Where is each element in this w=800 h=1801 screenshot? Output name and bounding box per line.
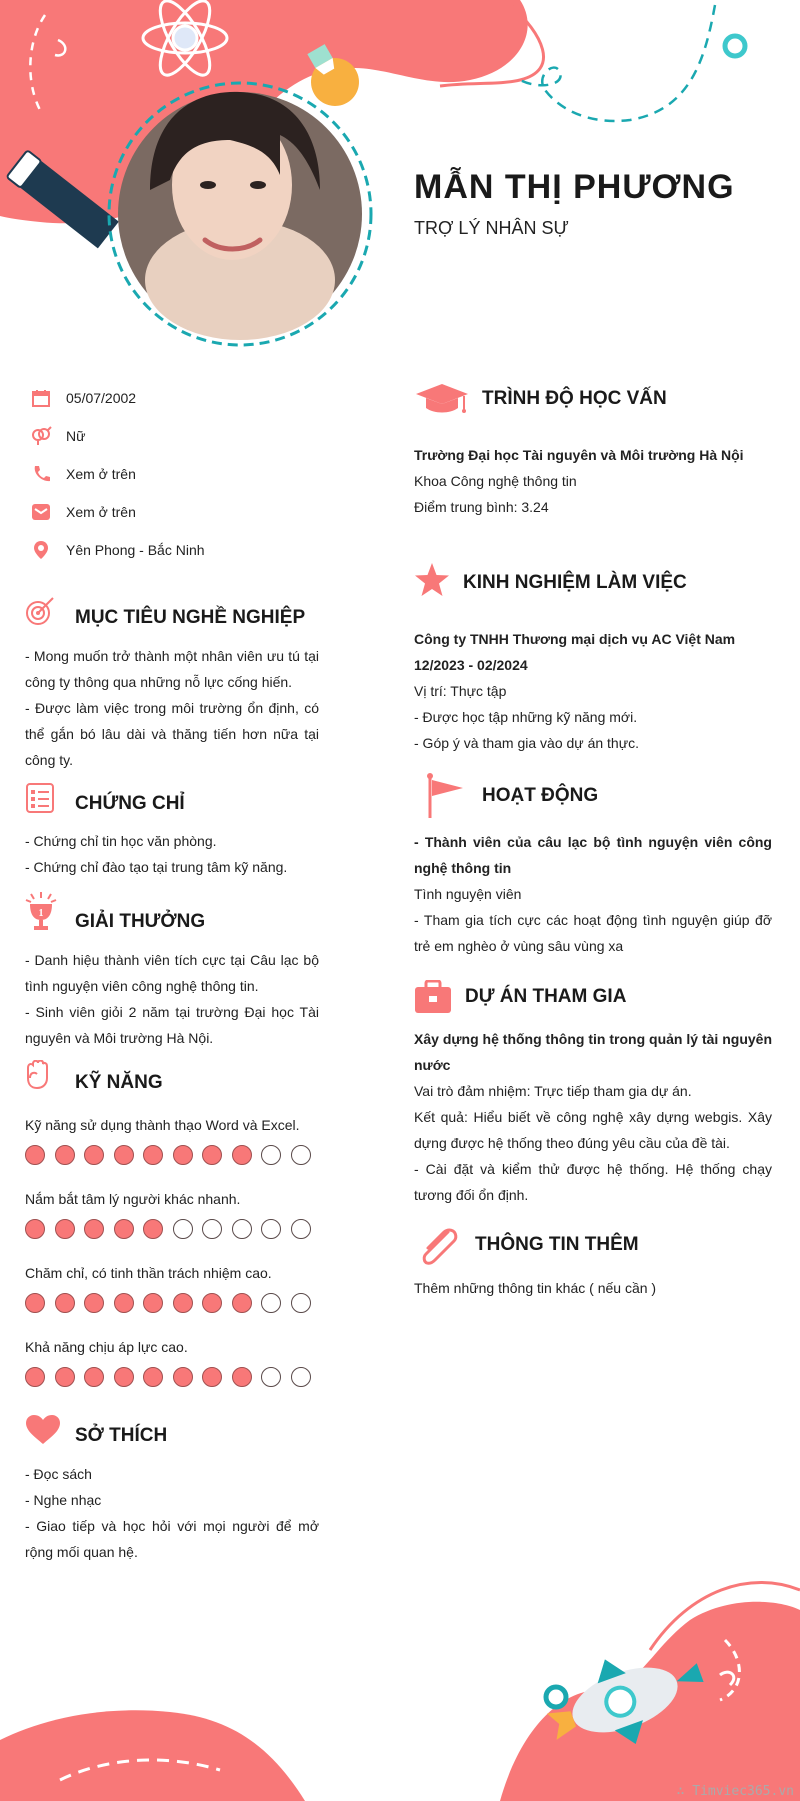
rating-dot-filled [114,1145,134,1165]
contact-phone: Xem ở trên [30,462,136,486]
awards-title: GIẢI THƯỞNG [75,911,206,932]
skill-label: Kỹ năng sử dụng thành thạo Word và Excel. [25,1117,300,1133]
rating-dot-filled [173,1293,193,1313]
additional-title: THÔNG TIN THÊM [475,1234,639,1255]
skill-label: Khả năng chịu áp lực cao. [25,1339,188,1355]
hobby-item: - Nghe nhạc [25,1492,102,1508]
rating-dot-filled [25,1293,45,1313]
paperclip-icon [418,1226,460,1273]
rating-dot-filled [143,1367,163,1387]
rating-dot-filled [143,1145,163,1165]
rating-dot-filled [202,1293,222,1313]
skill-rating [25,1219,320,1239]
hobbies-list [25,1461,319,1565]
rating-dot-empty [291,1145,311,1165]
activities-details [414,829,772,959]
rating-dot-empty [261,1367,281,1387]
hobbies-title: SỞ THÍCH [75,1425,168,1446]
certificates-title: CHỨNG CHỈ [75,793,185,814]
rating-dot-filled [202,1145,222,1165]
award-item: - Danh hiệu thành viên tích cực tại Câu lạc bộ tình nguyện viên công nghệ thông tin. [25,952,319,994]
project-role: Vai trò đảm nhiệm: Trực tiếp tham gia dự án. [414,1083,692,1099]
rating-dot-empty [261,1293,281,1313]
rating-dot-filled [114,1367,134,1387]
rating-dot-filled [55,1293,75,1313]
gender-icon [30,425,52,447]
certificate-item: - Chứng chỉ tin học văn phòng. [25,833,217,849]
rating-dot-empty [232,1219,252,1239]
certificate-item: - Chứng chỉ đào tạo tại trung tâm kỹ năng. [25,859,288,875]
activity-org: - Thành viên của câu lạc bộ tình nguyện viên công nghệ thông tin [414,834,772,876]
activities-title: HOẠT ĐỘNG [482,785,599,806]
certificates-list [25,828,319,880]
watermark: ∴ Timviec365.vn [676,1784,794,1799]
rating-dot-empty [202,1219,222,1239]
major: Khoa Công nghệ thông tin [414,473,577,489]
fist-icon [25,1060,49,1095]
skill-rating [25,1293,320,1313]
star-icon [414,562,450,603]
skill-rating [25,1367,320,1387]
heart-icon [25,1414,61,1451]
rating-dot-filled [84,1145,104,1165]
rating-dot-filled [25,1219,45,1239]
rating-dot-filled [143,1219,163,1239]
rating-dot-filled [173,1367,193,1387]
rating-dot-filled [114,1219,134,1239]
activity-desc: - Tham gia tích cực các hoạt động tình nguyện giúp đỡ trẻ em nghèo ở vùng sâu vùng xa [414,912,772,954]
hobby-item: - Giao tiếp và học hỏi với mọi người để mở rộng mối quan hệ. [25,1518,319,1560]
trophy-icon [25,890,57,937]
skill-label: Nắm bắt tâm lý người khác nhanh. [25,1191,241,1207]
calendar-icon [30,387,52,409]
projects-title: DỰ ÁN THAM GIA [465,986,627,1007]
rating-dot-empty [261,1219,281,1239]
contact-dob: 05/07/2002 [30,386,136,410]
rating-dot-filled [173,1145,193,1165]
contact-gender: Nữ [30,424,85,448]
project-details: Xây dựng hệ thống thông tin trong quản lý tài nguyên nước Vai trò đảm nhiệm: Trực tiếp tham gia dự án. Kết quả: Hiểu biết về công nghệ xây dựng webgis. Xây dựng được hệ thống theo đúng yêu cầu của đề tài. - Cài đặt và kiểm thử được hệ thống. Hệ thống chạy tương đối ổn định. [414,1026,772,1208]
activity-role: Tình nguyện viên [414,886,522,902]
rating-dot-filled [232,1293,252,1313]
gpa: Điểm trung bình: 3.24 [414,499,549,515]
target-icon [25,596,55,631]
contact-email: Xem ở trên [30,500,136,524]
rating-dot-filled [202,1367,222,1387]
award-item: - Sinh viên giỏi 2 năm tại trường Đại học Tài nguyên và Môi trường Hà Nội. [25,1004,319,1046]
work-period: 12/2023 - 02/2024 [414,657,528,673]
svg-text:1: 1 [38,908,44,919]
rating-dot-filled [114,1293,134,1313]
rating-dot-filled [232,1367,252,1387]
experience-details: Công ty TNHH Thương mại dịch vụ AC Việt Nam 12/2023 - 02/2024 Vị trí: Thực tập - Được học tập những kỹ năng mới. - Góp ý và tham gia vào dự án thực. [414,626,772,756]
briefcase-icon [414,980,452,1019]
candidate-name: MẪN THỊ PHƯƠNG [414,168,735,206]
experience-title: KINH NGHIỆM LÀM VIỆC [463,572,687,593]
phone-icon [30,463,52,485]
work-position: Vị trí: Thực tập [414,683,507,699]
rating-dot-filled [84,1367,104,1387]
education-title: TRÌNH ĐỘ HỌC VẤN [482,388,667,409]
email-icon [30,501,52,523]
job-title: TRỢ LÝ NHÂN SỰ [414,218,569,238]
skill-label: Chăm chỉ, có tinh thần trách nhiệm cao. [25,1265,272,1281]
objective-title: MỤC TIÊU NGHỀ NGHIỆP [75,607,306,628]
awards-list [25,947,319,1051]
additional-text: Thêm những thông tin khác ( nếu cần ) [414,1280,657,1296]
rating-dot-filled [55,1367,75,1387]
hobby-item: - Đọc sách [25,1466,92,1482]
objective-text: - Mong muốn trở thành một nhân viên ưu tú tại công ty thông qua những nỗ lực cống hiến. - Được làm việc trong môi trường ổn định, có thể gắn bó lâu dài và thăng tiến hơn nữa tại công ty. [25,648,319,768]
rating-dot-filled [84,1219,104,1239]
rating-dot-filled [55,1219,75,1239]
rating-dot-empty [173,1219,193,1239]
rating-dot-empty [291,1293,311,1313]
flag-icon [425,772,465,825]
rating-dot-empty [291,1367,311,1387]
project-name: Xây dựng hệ thống thông tin trong quản lý tài nguyên nước [414,1031,772,1073]
skills-title: KỸ NĂNG [75,1072,163,1093]
contact-location: Yên Phong - Bắc Ninh [30,538,205,562]
certificate-icon [25,782,55,819]
rating-dot-filled [55,1145,75,1165]
project-result: Kết quả: Hiểu biết về công nghệ xây dựng webgis. Xây dựng được hệ thống theo đúng yêu cầu của đề tài. [414,1109,772,1151]
company-name: Công ty TNHH Thương mại dịch vụ AC Việt Nam [414,631,736,647]
rating-dot-filled [25,1367,45,1387]
rating-dot-empty [291,1219,311,1239]
location-icon [30,539,52,561]
skill-rating [25,1145,320,1165]
graduation-cap-icon [414,382,470,421]
education-details [414,442,772,520]
rating-dot-filled [25,1145,45,1165]
rating-dot-empty [261,1145,281,1165]
rating-dot-filled [143,1293,163,1313]
rating-dot-filled [84,1293,104,1313]
rating-dot-filled [232,1145,252,1165]
school-name: Trường Đại học Tài nguyên và Môi trường Hà Nội [414,447,744,463]
